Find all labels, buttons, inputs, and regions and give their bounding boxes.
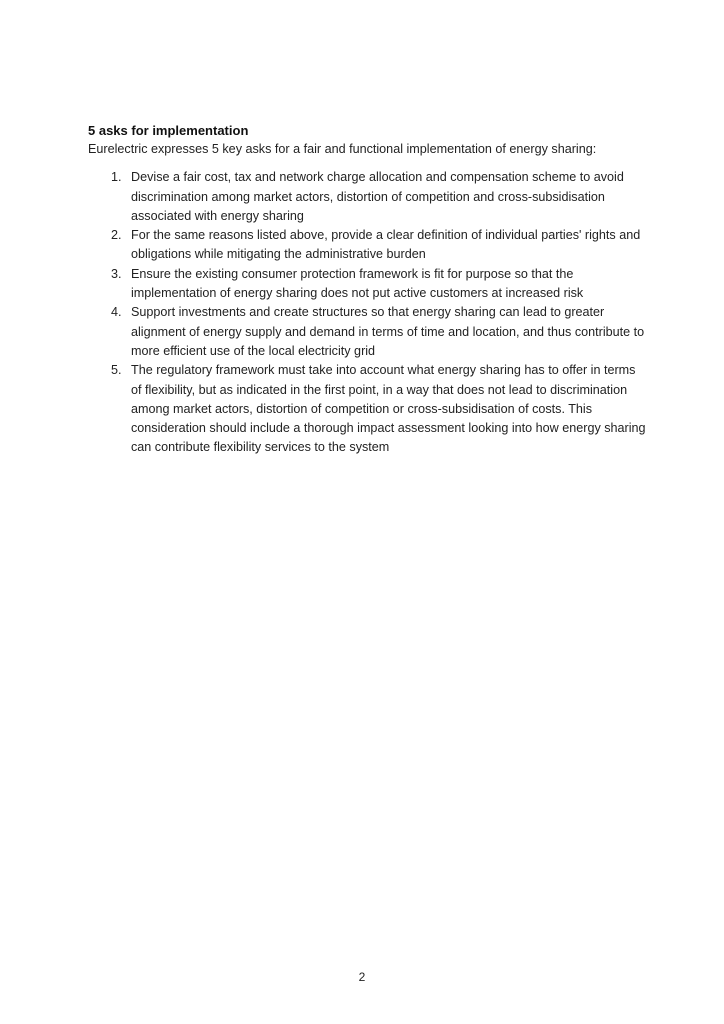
list-item [88,303,648,361]
list-item-text: The regulatory framework must take into account what energy sharing has to offer in terms of flexibility, but as indicated in the first point, in a way that does not lead to discrimination among market actors, distortion of competition or cross-subsidisation of costs. This consideration should include a thorough impact assessment looking into how energy sharing can contribute flexibility services to the system [131,363,646,455]
list-item-text: Devise a fair cost, tax and network charge allocation and compensation scheme to avoid discrimination among market actors, distortion of competition and cross-subsidisation associated with energy sharing [131,170,624,223]
page-number: 2 [358,970,366,984]
content-area [88,121,648,458]
list-item-number: 2. [111,228,122,243]
asks-list [88,168,648,457]
list-item [88,226,648,265]
list-item-text: Ensure the existing consumer protection framework is fit for purpose so that the implementation of energy sharing does not put active customers at increased risk [131,266,584,301]
section-intro: Eurelectric expresses 5 key asks for a fair and functional implementation of energy sharing: [88,142,597,156]
list-item-number: 3. [111,266,122,281]
section-heading: 5 asks for implementation [88,123,249,138]
list-item-number: 1. [111,170,122,185]
list-item-number: 4. [111,305,122,320]
list-item-text: For the same reasons listed above, provide a clear definition of individual parties' rights and obligations while mitigating the administrative burden [131,228,641,262]
list-item [88,265,648,304]
list-item-number: 5. [111,363,122,378]
list-item [88,168,648,226]
list-item [88,361,648,457]
list-item-text: Support investments and create structures so that energy sharing can lead to greater alignment of energy supply and demand in terms of time and location, and thus contribute to more efficient use of the local electricity grid [131,305,645,358]
